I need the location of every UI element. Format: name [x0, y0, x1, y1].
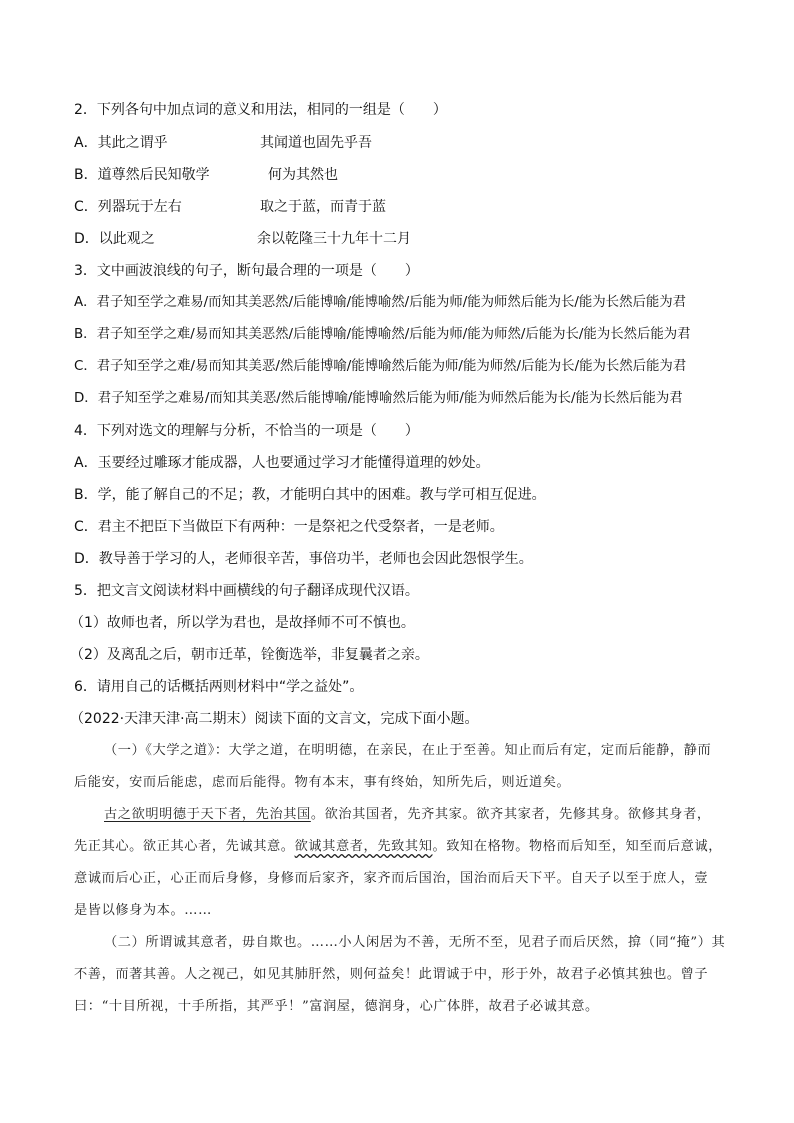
q6-stem: 6．请用自己的话概括两则材料中“学之益处”。: [74, 679, 364, 695]
q2-option-c-right: 取之于蓝，而青于蓝: [260, 199, 386, 215]
q2-option-b-right: 何为其然也: [268, 167, 338, 183]
q2-option-b-left: B．道尊然后民知敬学: [74, 167, 210, 183]
q5-item-1: （1）故师也者，所以学为君也，是故择师不可不慎也。: [70, 615, 415, 631]
passage-two-line-3: 曰：“十目所视，十手所指，其严乎！”富润屋，德润身，心广体胖，故君子必诚其意。: [74, 999, 599, 1014]
reading-intro: （2022·天津天津·高二期末）阅读下面的文言文，完成下面小题。: [70, 711, 479, 727]
passage-one-para2-line-3: 意诚而后心正，心正而后身修，身修而后家齐，家齐而后国治，国治而后天下平。自天子以至于庶人，壹: [74, 871, 709, 886]
q3-option-a: A．君子知至学之难易/而知其美恶然/后能博喻/能博喻然/后能为师/能为师然后能为长/能为长然后能为君: [74, 295, 687, 310]
q4-option-a: A．玉要经过雕琢才能成器，人也要通过学习才能懂得道理的妙处。: [74, 455, 490, 471]
q3-option-d: D．君子知至学之难易/而知其美恶/然后能博喻/能博喻然后能为师/能为师然后能为长/能为长然后能为君: [74, 391, 683, 406]
underlined-sentence: 古之欲明明德于天下者，先治其国: [104, 807, 311, 822]
q3-option-b: B．君子知至学之难/易而知其美恶然/后能博喻/能博喻然/后能为师/能为师然/后能为长/能为长然后能为君: [74, 327, 691, 342]
q3-stem: 3．文中画波浪线的句子，断句最合理的一项是（ ）: [74, 263, 419, 279]
wavy-underlined-sentence: 欲诚其意者，先致其知: [294, 839, 433, 854]
q2-option-d-left: D．以此观之: [74, 231, 155, 247]
q2-option-c-left: C．列器玩于左右: [74, 199, 182, 215]
q4-option-d: D．教导善于学习的人，老师很辛苦，事倍功半，老师也会因此怨恨学生。: [74, 551, 533, 567]
passage-one-para2-line-4: 是皆以修身为本。……: [74, 903, 212, 918]
q5-stem: 5．把文言文阅读材料中画横线的句子翻译成现代汉语。: [74, 583, 419, 599]
q3-option-c: C．君子知至学之难/易而知其美恶/然后能博喻/能博喻然后能为师/能为师然/后能为长/能为长然后能为君: [74, 359, 687, 374]
q4-stem: 4．下列对选文的理解与分析，不恰当的一项是（ ）: [74, 423, 419, 439]
passage-two-line-1: （二）所谓诚其意者，毋自欺也。……小人闲居为不善，无所不至，见君子而后厌然，揜（同“掩”）其: [104, 935, 726, 950]
passage-one-line-1: （一）《大学之道》：大学之道，在明明德，在亲民，在止于至善。知止而后有定，定而后能静，静而: [104, 743, 712, 758]
passage-one-line-2: 后能安，安而后能虑，虑而后能得。物有本末，事有终始，知所先后，则近道矣。: [74, 775, 571, 790]
q2-stem: 2．下列各句中加点词的意义和用法，相同的一组是（ ）: [74, 102, 447, 118]
q2-option-a-right: 其闻道也固先乎吾: [260, 135, 372, 151]
q5-item-2: （2）及离乱之后，朝市迁革，铨衡选举，非复曩者之亲。: [70, 647, 429, 663]
q2-option-d-right: 余以乾隆三十九年十二月: [257, 231, 411, 247]
q4-option-b: B．学，能了解自己的不足；教，才能明白其中的困难。教与学可相互促进。: [74, 487, 546, 503]
q4-option-c: C．君主不把臣下当做臣下有两种：一是祭祀之代受祭者，一是老师。: [74, 519, 504, 535]
passage-one-para2-line-1: 古之欲明明德于天下者，先治其国。欲治其国者，先齐其家。欲齐其家者，先修其身。欲修其身者，: [104, 807, 711, 822]
passage-two-line-2: 不善，而著其善。人之视己，如见其肺肝然，则何益矣！此谓诚于中，形于外，故君子必慎其独也。曾子: [74, 967, 709, 982]
passage-one-para2-line-2: 先正其心。欲正其心者，先诚其意。欲诚其意者，先致其知。致知在格物。物格而后知至，知至而后意诚，: [74, 839, 723, 854]
q2-option-a-left: A．其此之谓乎: [74, 135, 168, 151]
